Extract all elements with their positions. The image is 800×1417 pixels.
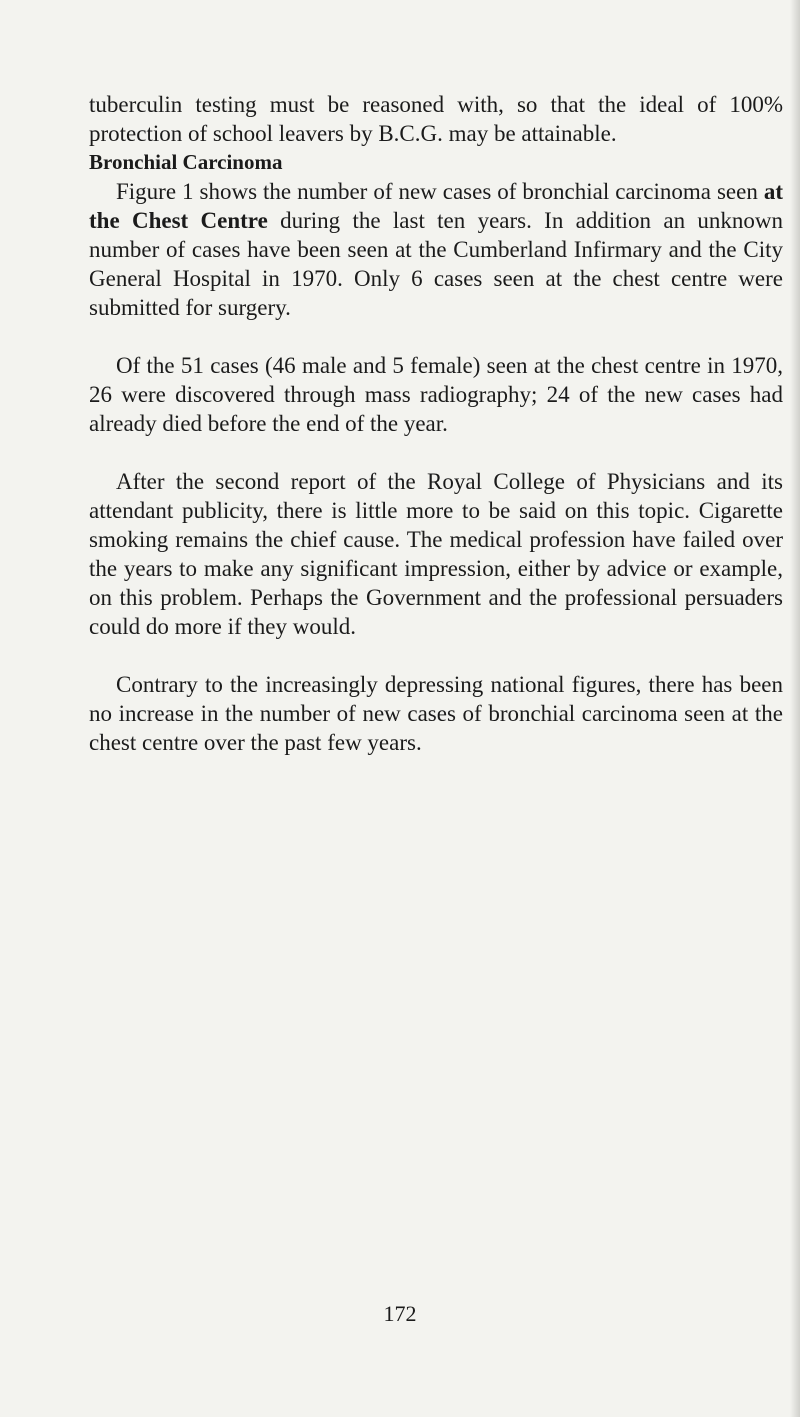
intro-paragraph: tuberculin testing must be reasoned with, so that the ideal of 100% protection of school leavers by B.C.G. may be attainable. [89, 92, 783, 146]
paragraph-royal-college: After the second report of the Royal College of Physicians and its attendant publicity, there is little more to be said on this topic. Cigarette smoking remains the chief cause. The medical profession have failed over the years to make any significant impression, either by advice or example, on this problem. Perhaps the Government and the professional persuaders could do more if they would. [89, 469, 783, 639]
paragraph-figure-1-emphasis: at the Chest Centre [89, 179, 783, 233]
section-heading: Bronchial Carcinoma [89, 150, 283, 174]
page-edge-shadow [790, 0, 800, 1417]
paragraph-figure-1 [89, 177, 783, 322]
paragraph-figure-1-end: during the last ten years. In addition an unknown number of cases have been seen at the Cumberland Infirmary and the City General Hospital in 1970. Only 6 cases seen at the chest centre were submitted for surgery. [89, 208, 783, 320]
body-text [89, 90, 783, 757]
page-number: 172 [383, 1301, 417, 1326]
paragraph-figure-1-start: Figure 1 shows the number of new cases of bronchial carcinoma seen [116, 179, 764, 204]
paragraph-cases-1970: Of the 51 cases (46 male and 5 female) seen at the chest centre in 1970, 26 were discovered through mass radiography; 24 of the new cases had already died before the end of the year. [89, 353, 783, 436]
paragraph-national-figures: Contrary to the increasingly depressing national figures, there has been no increase in the number of new cases of bronchial carcinoma seen at the chest centre over the past few years. [89, 672, 783, 755]
